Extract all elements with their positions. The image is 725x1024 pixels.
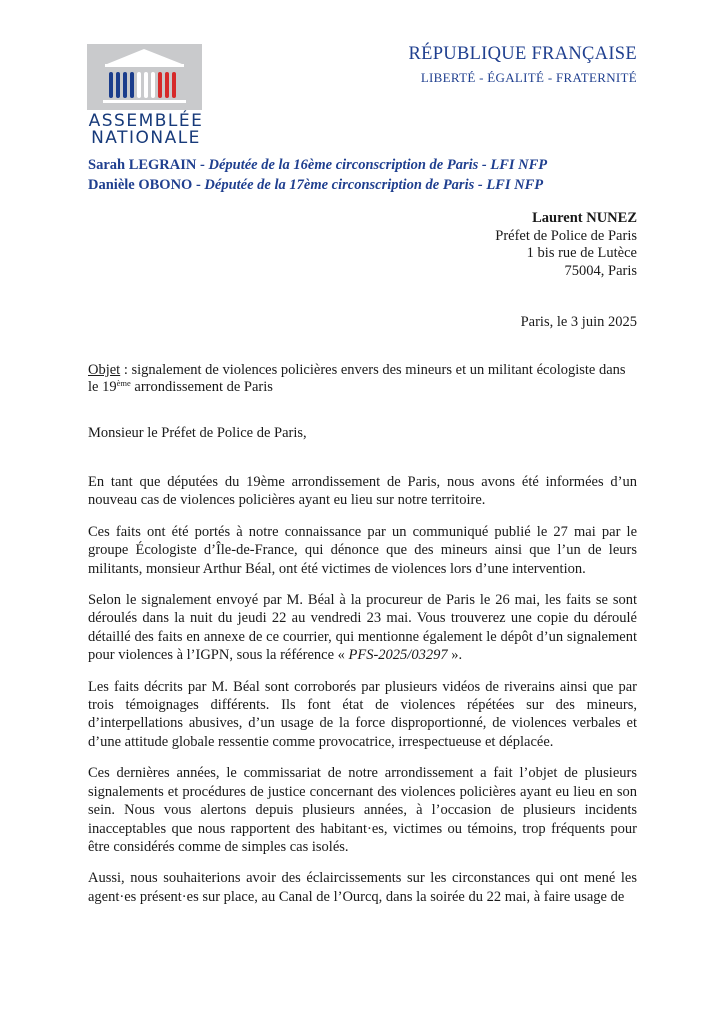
logo-line2: NATIONALE: [91, 128, 201, 148]
letter-subject: [88, 362, 638, 396]
subject-text-end: arrondissement de Paris: [130, 379, 273, 395]
igpn-reference: PFS-2025/03297: [348, 647, 448, 664]
republic-header: [408, 44, 637, 86]
subject-label: Objet: [88, 362, 121, 378]
subject-text: : signalement de violences policières envers des mineurs et un militant écologiste dans le 19: [88, 362, 626, 395]
recipient-title: Préfet de Police de Paris: [495, 227, 637, 244]
salutation: Monsieur le Préfet de Police de Paris,: [88, 425, 307, 441]
letter-body: [88, 473, 637, 919]
assemblee-nationale-logo: [87, 44, 205, 147]
body-paragraph: En tant que députées du 19ème arrondissement de Paris, nous avons été informées d’un nouveau cas de violences policières ayant eu lieu sur notre territoire.: [88, 474, 637, 509]
recipient-street: 1 bis rue de Lutèce: [526, 245, 637, 261]
deputy-line: Danièle OBONO - Députée de la 17ème circonscription de Paris - LFI NFP: [88, 177, 544, 193]
republic-title: RÉPUBLIQUE FRANÇAISE: [408, 44, 637, 64]
deputy-name: Danièle OBONO: [88, 177, 193, 193]
deputies-block: [88, 155, 547, 195]
deputy-line: Sarah LEGRAIN - Députée de la 16ème circonscription de Paris - LFI NFP: [88, 157, 548, 173]
paragraph-text: Selon le signalement envoyé par M. Béal à la procureur de Paris le 26 mai, les faits se sont déroulés dans la nuit du jeudi 22 au vendredi 23 mai. Vous trouverez une copie du déroulé détaillé des faits en annexe de ce courrier, qui mentionne également le dépôt d’un signalement pour violences à l’IGPN, sous la référence «: [88, 592, 637, 664]
letter-date: Paris, le 3 juin 2025: [520, 314, 637, 330]
logo-wordmark: [87, 113, 205, 147]
body-paragraph: Les faits décrits par M. Béal sont corroborés par plusieurs vidéos de riverains ainsi que par trois témoignages différents. Ils font état de violences répétées sur des mineurs, d’interpellations abusives, d’un usage de la force disproportionné, de violences verbales et d’une attitude globale ressentie comme provocatrice, irrespectueuse et déplacée.: [88, 678, 637, 750]
deputy-name: Sarah LEGRAIN: [88, 157, 197, 173]
recipient-address: [495, 210, 637, 280]
recipient-city: 75004, Paris: [564, 262, 637, 279]
logo-line1: ASSEMBLÉE: [88, 111, 204, 131]
body-paragraph: Ces dernières années, le commissariat de notre arrondissement a fait l’objet de plusieurs signalements et procédures de justice concernant des violences policières ayant eu lieu en son sein. Nous vous alertons depuis plusieurs années, à l’occasion de plusieurs incidents inacceptables que nous rapportent des habitant·es, victimes ou témoins, trop fréquents pour être considérés comme de simples cas isolés.: [88, 765, 637, 855]
body-paragraph: [88, 591, 637, 665]
paragraph-text-end: ».: [447, 647, 463, 664]
republic-motto: LIBERTÉ - ÉGALITÉ - FRATERNITÉ: [420, 70, 637, 85]
subject-sup: ème: [116, 378, 131, 388]
logo-emblem: [87, 44, 202, 110]
hemicycle-icon: [87, 44, 202, 110]
deputy-role: Députée de la 17ème circonscription de Paris - LFI NFP: [204, 177, 544, 193]
body-paragraph: Ces faits ont été portés à notre connaissance par un communiqué publié le 27 mai par le groupe Écologiste d’Île-de-France, qui dénonce que des mineurs ainsi que l’un de leurs militants, monsieur Arthur Béal, ont été victimes de violences lors d’une intervention.: [88, 523, 637, 577]
deputy-role: Députée de la 16ème circonscription de Paris - LFI NFP: [208, 157, 548, 173]
recipient-name: Laurent NUNEZ: [532, 210, 637, 226]
body-paragraph: Aussi, nous souhaiterions avoir des éclaircissements sur les circonstances qui ont mené les agent·es présent·es sur place, au Canal de l’Ourcq, dans la soirée du 22 mai, à faire usage de: [88, 870, 637, 905]
